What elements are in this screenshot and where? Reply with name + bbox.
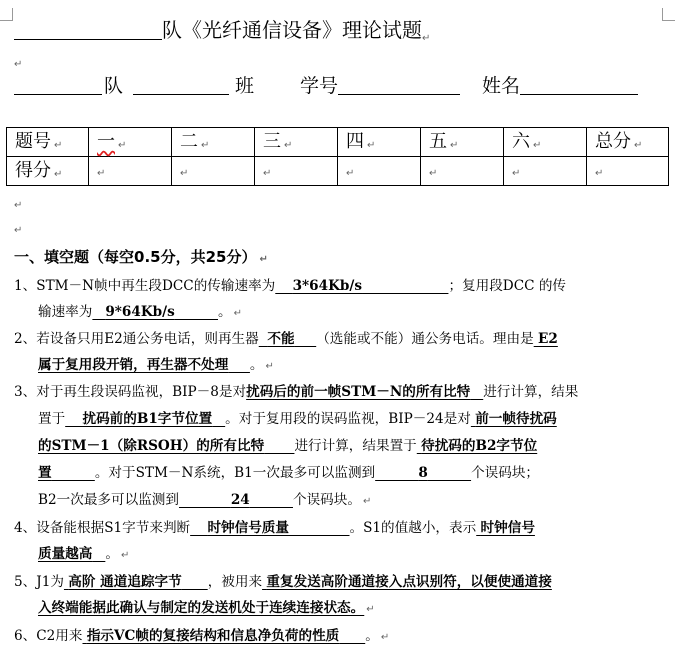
answer-blank[interactable]: 质量越高 <box>38 546 93 562</box>
answer-blank[interactable]: 属于复用段开销，再生器不处理 <box>38 357 229 373</box>
question-3-line3: 的STM－1（除RSOH）的所有比特 进行计算，结果置于 待扰码的B2字节位 <box>38 438 538 454</box>
score-input-cell[interactable]: ↵ <box>172 157 255 186</box>
student-id-label: 学号 <box>300 75 339 97</box>
table-cell: 得分 ↵ <box>7 157 89 186</box>
table-cell: 三 ↵ <box>255 128 338 157</box>
score-input-cell[interactable]: ↵ <box>421 157 504 186</box>
team-label: 队 <box>104 75 124 97</box>
answer-blank[interactable]: 3*64Kb/s <box>292 278 363 294</box>
question-3-line2: 置于 扰码前的B1字节位置 。对于复用段的误码监视，BIP－24是对 前一帧待扰码 <box>38 411 557 427</box>
question-1-line2: 输速率为 9*64Kb/s 。 ↵ <box>38 304 242 320</box>
student-info-row <box>0 73 676 99</box>
score-table-score-row <box>7 157 669 186</box>
table-cell: 四 ↵ <box>338 128 421 157</box>
question-2-line2: 属于复用段开销，再生器不处理 。 ↵ <box>38 357 274 373</box>
paragraph-mark-icon: ↵ <box>14 225 23 236</box>
section-heading: 一、填空题（每空0.5分，共25分） ↵ <box>14 248 268 266</box>
answer-blank[interactable]: 时钟信号质量 <box>207 520 289 536</box>
paragraph-mark-icon: ↵ <box>422 33 431 44</box>
question-5-line2: 入终端能据此确认与制定的发送机处于连续连接状态。 ↵ <box>38 600 375 616</box>
score-input-cell[interactable]: ↵ <box>89 157 172 186</box>
class-label: 班 <box>235 75 255 97</box>
answer-blank[interactable]: 置 <box>38 465 52 481</box>
table-cell: 题号 ↵ <box>7 128 89 157</box>
score-input-cell[interactable]: ↵ <box>587 157 669 186</box>
answer-blank[interactable]: 9*64Kb/s <box>105 304 175 320</box>
paragraph-mark-icon: ↵ <box>14 59 23 70</box>
answer-blank[interactable]: 时钟信号 <box>480 520 535 536</box>
answer-blank[interactable]: 8 <box>418 465 428 481</box>
name-field[interactable] <box>520 74 638 95</box>
question-4-line2: 质量越高 。 ↵ <box>38 546 130 562</box>
answer-blank[interactable]: 24 <box>230 492 250 508</box>
paragraph-mark-icon: ↵ <box>14 200 23 211</box>
question-3-line4: 置 。对于STM－N系统，B1一次最多可以监测到 8 个误码块； <box>38 465 540 481</box>
answer-blank[interactable]: 前一帧待扰码 <box>475 411 557 427</box>
question-3-line5: B2一次最多可以监测到 24 个误码块。 ↵ <box>38 492 372 508</box>
question-3-line1: 3、对于再生段误码监视，BIP－8是对扰码后的前一帧STM－N的所有比特 进行计算，结果 <box>14 384 579 400</box>
question-5-line1: 5、J1为 高阶 通道追踪字节 ，被用来 重复发送高阶通道接入点识别符，以便使通道接 <box>14 574 552 590</box>
answer-blank[interactable]: 指示VC帧的复接结构和信息净负荷的性质 <box>86 628 340 644</box>
student-id-field[interactable] <box>338 74 460 95</box>
table-cell: 五 ↵ <box>421 128 504 157</box>
answer-blank[interactable]: E2 <box>538 331 558 347</box>
answer-blank[interactable]: 重复发送高阶通道接入点识别符，以便使通道接 <box>266 574 552 590</box>
question-4-line1: 4、设备能根据S1字节来判断 时钟信号质量 。S1的值越小，表示 时钟信号 <box>14 520 535 536</box>
question-2-line1: 2、若设备只用E2通公务电话，则再生器 不能 （选能或不能）通公务电话。理由是 E2 <box>14 331 558 347</box>
answer-blank[interactable]: 的STM－1（除RSOH）的所有比特 <box>38 438 265 454</box>
answer-blank[interactable]: 扰码后的前一帧STM－N的所有比特 <box>246 384 471 400</box>
score-input-cell[interactable]: ↵ <box>504 157 587 186</box>
question-6-line1: 6、C2用来 指示VC帧的复接结构和信息净负荷的性质 。 ↵ <box>14 628 390 644</box>
score-table-header-row <box>7 128 669 157</box>
table-cell: 六 ↵ <box>504 128 587 157</box>
score-input-cell[interactable]: ↵ <box>255 157 338 186</box>
answer-blank[interactable]: 不能 <box>267 331 295 347</box>
team-field[interactable] <box>14 74 102 95</box>
team-blank[interactable] <box>14 19 162 40</box>
answer-blank[interactable]: 扰码前的B1字节位置 <box>82 411 213 427</box>
title-text: 队《光纤通信设备》理论试题 <box>162 18 422 42</box>
answer-blank[interactable]: 入终端能据此确认与制定的发送机处于连续连接状态。 <box>38 600 365 616</box>
name-label: 姓名 <box>482 75 521 97</box>
answer-blank[interactable]: 待扰码的B2字节位 <box>421 438 538 454</box>
question-1-line1: 1、STM－N帧中再生段DCC的传输速率为 3*64Kb/s ；复用段DCC 的传 <box>14 278 567 294</box>
answer-blank[interactable]: 高阶 通道追踪字节 <box>68 574 182 590</box>
table-cell: 一 ↵ <box>89 128 172 157</box>
table-cell: 总分 ↵ <box>587 128 669 157</box>
score-input-cell[interactable]: ↵ <box>338 157 421 186</box>
class-field[interactable] <box>133 74 229 95</box>
table-cell: 二 ↵ <box>172 128 255 157</box>
score-table <box>6 127 669 186</box>
exam-title <box>0 17 676 43</box>
